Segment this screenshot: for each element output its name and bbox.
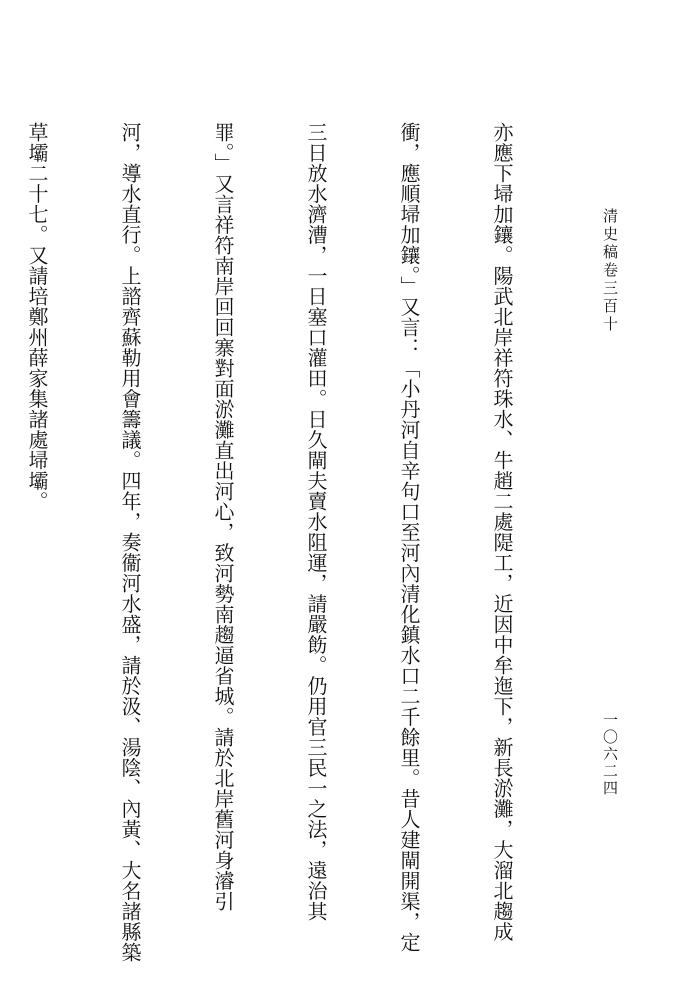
text-column: 亦應下埽加鑲。陽武北岸祥符珠水、牛趙二處隄工，近因中牟迤下，新長淤灘，大溜北趨成	[490, 122, 514, 942]
text-column: 三日放水濟漕，一日塞口灌田。日久閘夫賣水阻運，請嚴飭。仍用官三民一之法，遠治其	[304, 122, 328, 922]
main-text	[0, 122, 579, 963]
book-title: 清史稿卷三百十	[601, 208, 619, 334]
text-column: 衝，應順埽加鑲。」又言：「小丹河自辛句口至河內清化鎮水口二千餘里。昔人建閘開渠，定	[397, 122, 421, 953]
text-column: 罪。」又言祥符南岸回回寨對面淤灘直出河心，致河勢南趨逼省城。請於北岸舊河身濬引	[211, 122, 235, 912]
page-number: 一〇六二四	[601, 712, 619, 797]
text-column: 草壩二十七。又請培鄭州薛家集諸處埽壩。	[25, 122, 49, 512]
text-column: 河，導水直行。上諮齊蘇勒用會籌議。四年，奏衞河水盛，請於汲、湯陰、內黃、大名諸縣築	[118, 122, 142, 963]
